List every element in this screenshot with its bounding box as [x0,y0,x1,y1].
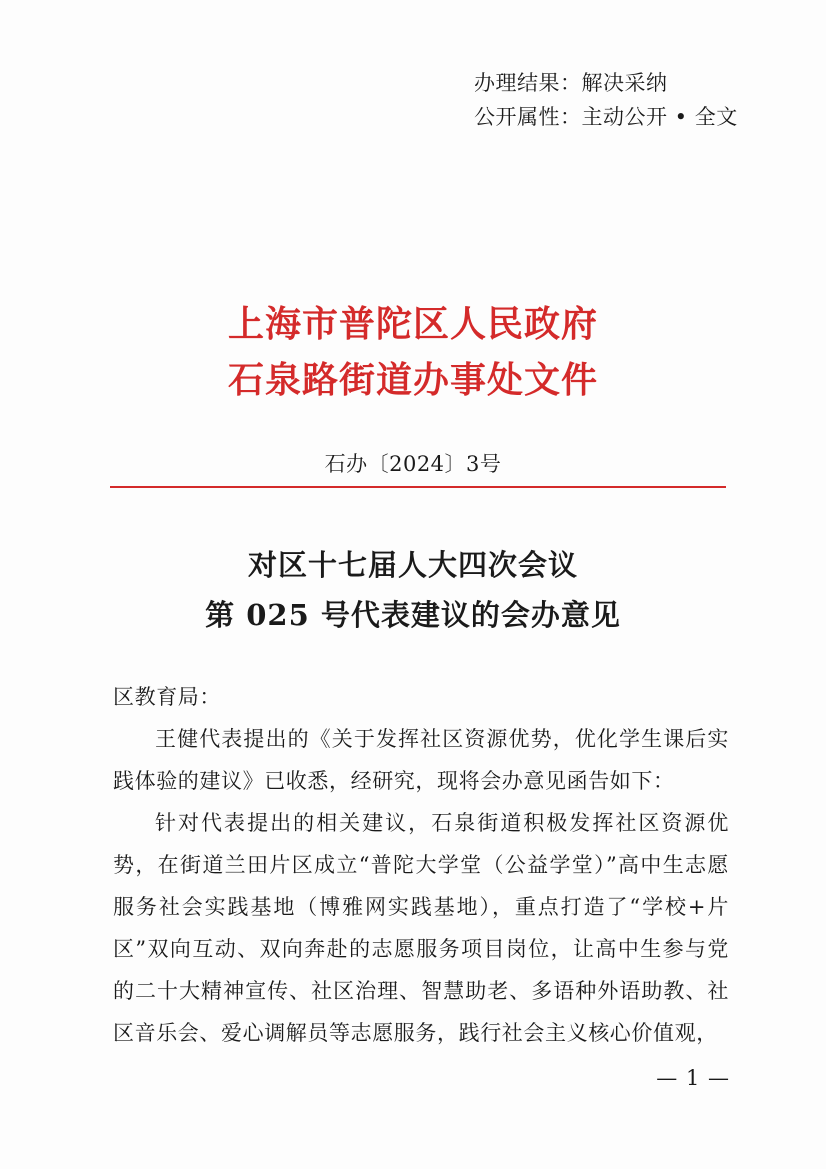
document-number: 石办〔2024〕3号 [324,452,502,476]
body-paragraph-1: 王健代表提出的《关于发挥社区资源优势，优化学生课后实践体验的建议》已收悉，经研究，现将会办意见函告如下： [113,727,729,793]
issuer-line-2: 石泉路街道办事处文件 [227,359,598,401]
page-number: — 1 — [656,1066,730,1090]
document-meta [474,66,738,134]
document-body [113,676,729,1054]
title-line-1: 对区十七届人大四次会议 [247,548,578,582]
recipient: 区教育局： [113,685,221,709]
red-separator-line [110,486,726,488]
body-paragraph-2: 针对代表提出的相关建议，石泉街道积极发挥社区资源优势，在街道兰田片区成立“普陀大学堂（公益学堂）”高中生志愿服务社会实践基地（博雅网实践基地），重点打造了“学校+片区”双向互动、双向奔赴的志愿服务项目岗位，让高中生参与党的二十大精神宣传、社区治理、智慧助老、多语种外语助教、社区音乐会、爱心调解员等志愿服务，践行社会主义核心价值观， [113,811,729,1045]
title-line-2: 第 025 号代表建议的会办意见 [205,598,621,632]
publicity-attribute: 公开属性：主动公开 • 全文 [474,105,738,129]
issuer-line-1: 上海市普陀区人民政府 [227,303,598,345]
document-title [0,540,826,640]
handling-result: 办理结果：解决采纳 [474,71,668,95]
issuer-header [0,296,826,408]
